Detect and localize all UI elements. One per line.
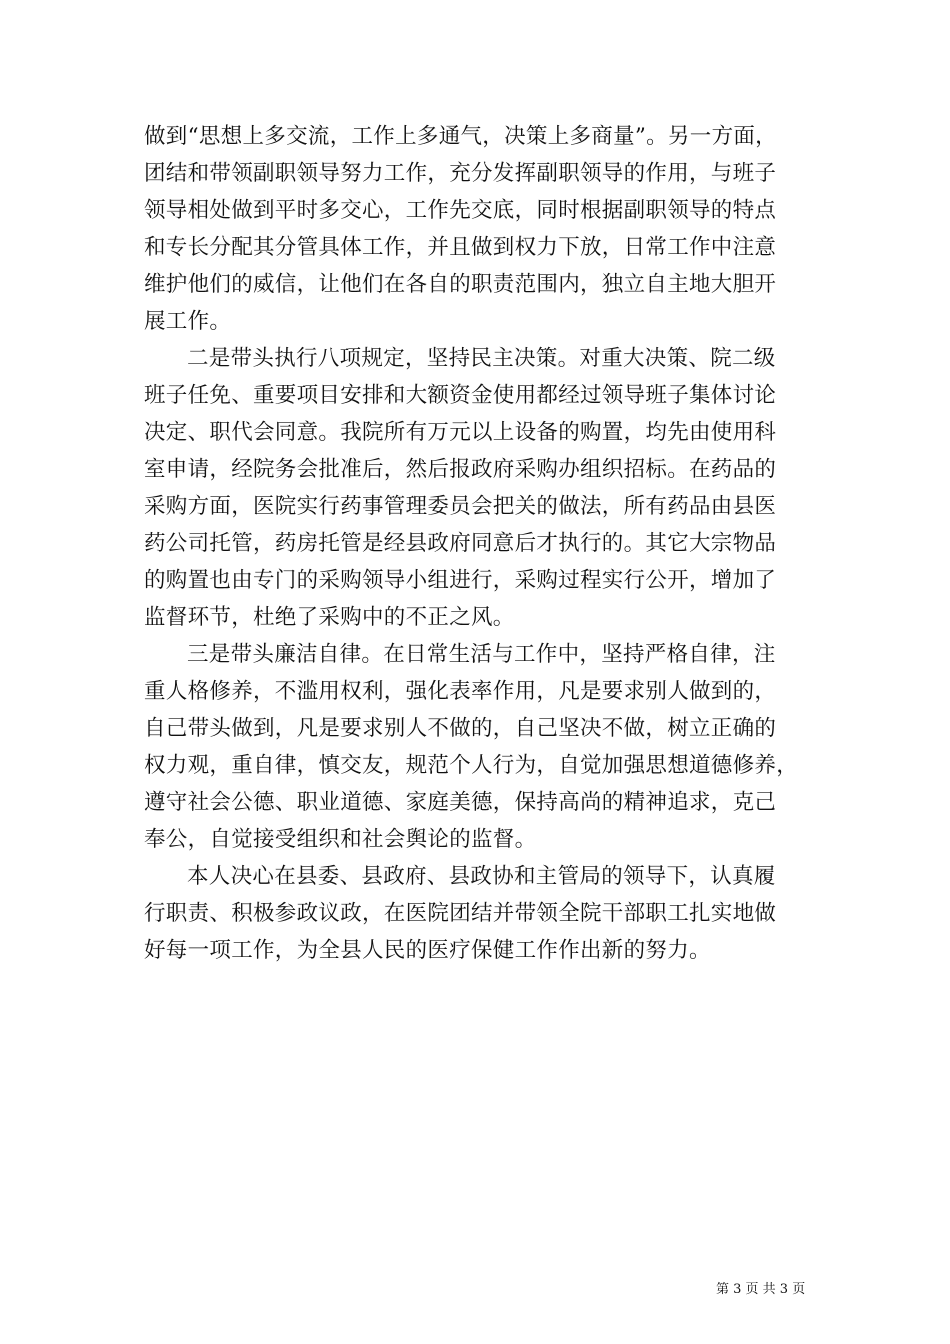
paragraph-start-line: 三是带头廉洁自律。在日常生活与工作中，坚持严格自律，注 <box>187 642 776 667</box>
text-line: 遵守社会公德、职业道德、家庭美德，保持高尚的精神追求，克己 <box>144 790 777 815</box>
page-number: 第 3 页 共 3 页 <box>716 1282 806 1297</box>
text-line: 和专长分配其分管具体工作，并且做到权力下放，日常工作中注意 <box>144 235 777 260</box>
text-line: 室申请，经院务会批准后，然后报政府采购办组织招标。在药品的 <box>144 457 777 482</box>
text-line: 展工作。 <box>144 309 232 334</box>
text-line: 自己带头做到，凡是要求别人不做的，自己坚决不做，树立正确的 <box>144 716 777 741</box>
paragraph-start-line: 二是带头执行八项规定，坚持民主决策。对重大决策、院二级 <box>187 346 776 371</box>
text-line: 药公司托管，药房托管是经县政府同意后才执行的。其它大宗物品 <box>144 531 777 556</box>
text-line: 班子任免、重要项目安排和大额资金使用都经过领导班子集体讨论 <box>144 383 777 408</box>
text-line: 行职责、积极参政议政，在医院团结并带领全院干部职工扎实地做 <box>144 901 777 926</box>
text-line: 采购方面，医院实行药事管理委员会把关的做法，所有药品由县医 <box>144 494 777 519</box>
document-body <box>144 118 828 969</box>
text-line: 维护他们的威信，让他们在各自的职责范围内，独立自主地大胆开 <box>144 272 777 297</box>
text-line: 重人格修养，不滥用权利，强化表率作用，凡是要求别人做到的， <box>144 679 777 704</box>
text-line: 奉公，自觉接受组织和社会舆论的监督。 <box>144 827 537 852</box>
text-line: 领导相处做到平时多交心，工作先交底，同时根据副职领导的特点 <box>144 198 777 223</box>
text-line: 团结和带领副职领导努力工作，充分发挥副职领导的作用，与班子 <box>144 161 777 186</box>
text-line: 的购置也由专门的采购领导小组进行，采购过程实行公开，增加了 <box>144 568 777 593</box>
text-line: 权力观，重自律，慎交友，规范个人行为，自觉加强思想道德修养， <box>144 753 799 778</box>
text-line: 监督环节，杜绝了采购中的不正之风。 <box>144 605 515 630</box>
text-line: 决定、职代会同意。我院所有万元以上设备的购置，均先由使用科 <box>144 420 777 445</box>
text-line: 做到“思想上多交流，工作上多通气，决策上多商量”。另一方面， <box>144 124 777 149</box>
paragraph-start-line: 本人决心在县委、县政府、县政协和主管局的领导下，认真履 <box>187 864 776 889</box>
text-line: 好每一项工作，为全县人民的医疗保健工作作出新的努力。 <box>144 938 711 963</box>
